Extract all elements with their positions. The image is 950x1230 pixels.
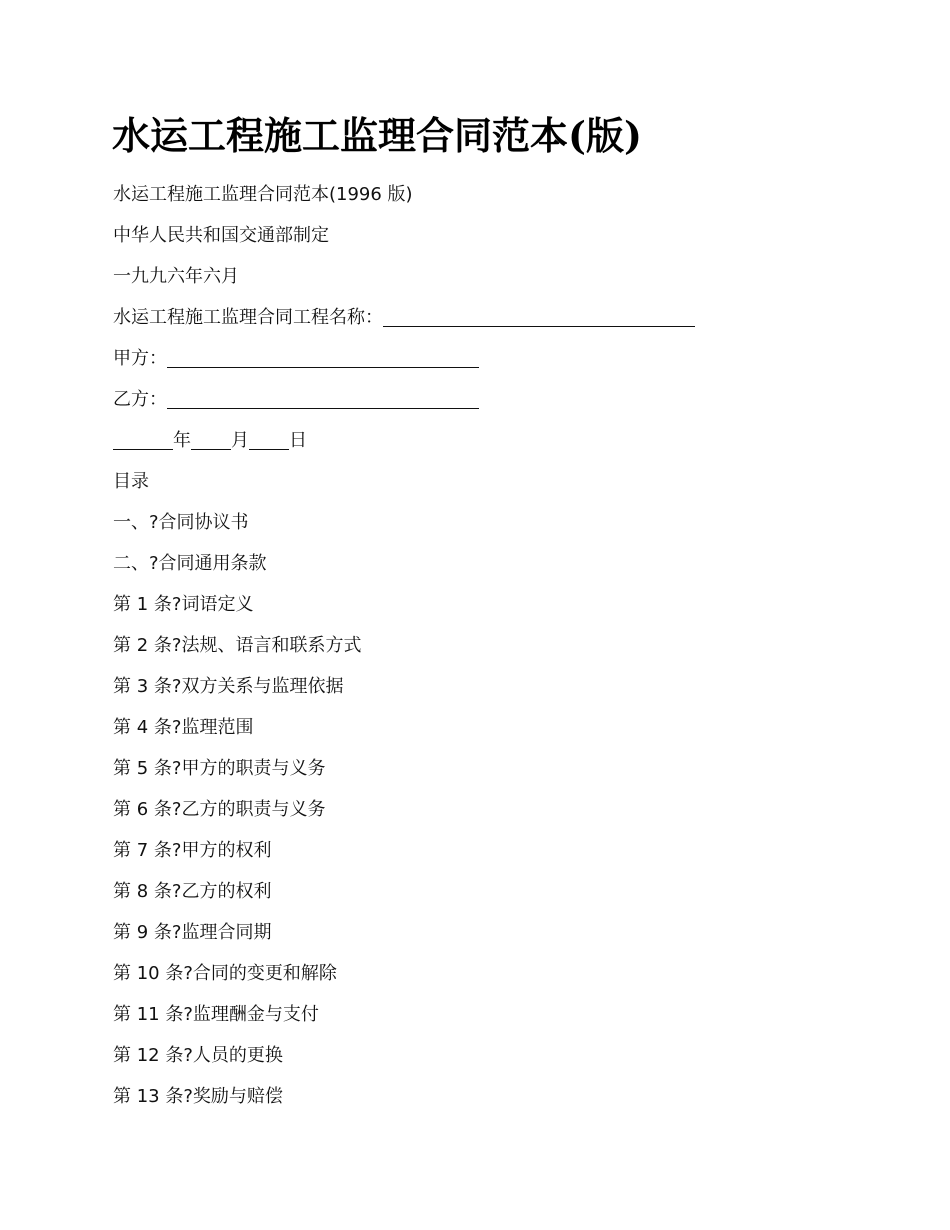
signing-date-line <box>113 420 873 461</box>
toc-item: 第 7 条?甲方的权利 <box>113 840 272 861</box>
toc-heading: 目录 <box>113 471 149 492</box>
party-b-line <box>113 379 873 420</box>
document-body <box>113 174 873 1117</box>
project-name-label: 水运工程施工监理合同工程名称： <box>113 307 383 328</box>
toc-item: 第 5 条?甲方的职责与义务 <box>113 758 326 779</box>
toc-item: 第 10 条?合同的变更和解除 <box>113 963 337 984</box>
day-blank <box>249 429 289 450</box>
party-a-blank <box>167 347 479 368</box>
issuer-line: 中华人民共和国交通部制定 <box>113 225 329 246</box>
toc-item: 第 1 条?词语定义 <box>113 594 254 615</box>
toc-item: 第 6 条?乙方的职责与义务 <box>113 799 326 820</box>
year-blank <box>113 429 173 450</box>
toc-item: 第 8 条?乙方的权利 <box>113 881 272 902</box>
toc-item: 第 13 条?奖励与赔偿 <box>113 1086 283 1107</box>
document-subtitle: 水运工程施工监理合同范本(1996 版) <box>113 184 413 205</box>
toc-item: 第 4 条?监理范围 <box>113 717 254 738</box>
toc-item: 一、?合同协议书 <box>113 512 249 533</box>
toc-item: 第 9 条?监理合同期 <box>113 922 272 943</box>
party-b-label: 乙方： <box>113 389 167 410</box>
toc-item: 第 2 条?法规、语言和联系方式 <box>113 635 362 656</box>
month-label: 月 <box>231 430 249 451</box>
toc-item: 第 3 条?双方关系与监理依据 <box>113 676 344 697</box>
project-name-line <box>113 297 873 338</box>
party-b-blank <box>167 388 479 409</box>
toc-item: 二、?合同通用条款 <box>113 553 267 574</box>
party-a-line <box>113 338 873 379</box>
month-blank <box>191 429 231 450</box>
toc-item: 第 12 条?人员的更换 <box>113 1045 283 1066</box>
project-name-blank <box>383 306 695 327</box>
document-title: 水运工程施工监理合同范本(版) <box>112 113 642 158</box>
party-a-label: 甲方： <box>113 348 167 369</box>
issue-date-line: 一九九六年六月 <box>113 266 239 287</box>
toc-item: 第 11 条?监理酬金与支付 <box>113 1004 319 1025</box>
day-label: 日 <box>289 430 307 451</box>
year-label: 年 <box>173 430 191 451</box>
